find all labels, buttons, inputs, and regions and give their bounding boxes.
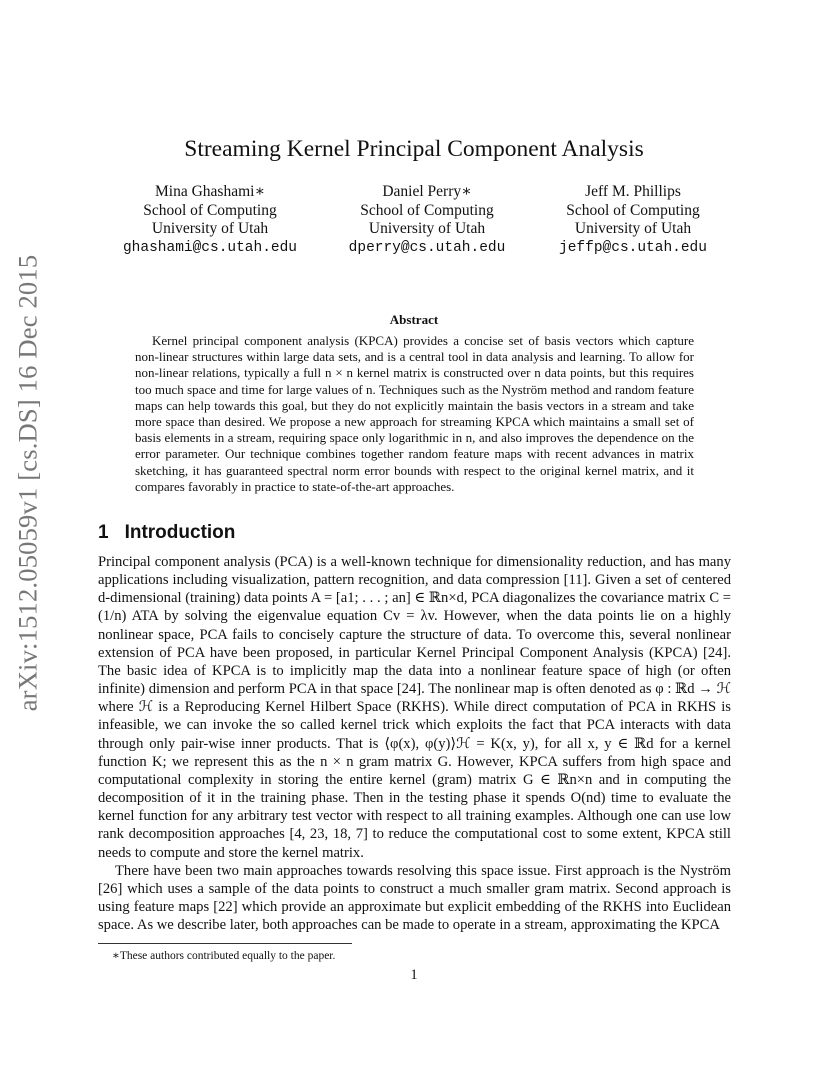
author-email[interactable]: ghashami@cs.utah.edu — [122, 239, 298, 256]
footnote-rule — [98, 943, 352, 944]
paragraph: There have been two main approaches towards resolving this space issue. First approach is the Nyström [26] which uses a sample of the data points to construct a much smaller gram matrix. Second approach is using feature maps [22] which provide an approximate but explicit embedding of the RKHS into Euclidean space. As we describe later, both approaches can be made to operate in a stream, approximating the KPCA — [98, 862, 731, 934]
section-number: 1 — [98, 522, 109, 543]
author-block — [538, 183, 728, 257]
footnote: ∗These authors contributed equally to the paper. — [112, 950, 336, 962]
author-email[interactable]: jeffp@cs.utah.edu — [559, 239, 707, 256]
section-heading — [98, 522, 235, 544]
section-title: Introduction — [124, 522, 236, 543]
author-email[interactable]: dperry@cs.utah.edu — [348, 239, 506, 256]
page-number: 1 — [410, 967, 418, 983]
author-name: Daniel Perry∗ — [382, 183, 472, 200]
author-university: University of Utah — [574, 220, 692, 237]
arxiv-stamp: arXiv:1512.05059v1 [cs.DS] 16 Dec 2015 — [12, 254, 43, 711]
paper-title: Streaming Kernel Principal Component Analysis — [184, 136, 644, 162]
author-affiliation: School of Computing — [566, 201, 700, 219]
abstract-heading: Abstract — [389, 312, 439, 327]
author-name: Mina Ghashami∗ — [155, 183, 265, 200]
paragraph: Principal component analysis (PCA) is a well-known technique for dimensionality reduction, and has many applications including visualization, pattern recognition, and data compression [11]. Given a set of centered d-dimensional (training) data points A = [a1; . . . ; an] ∈ ℝn×d, PCA diagonalizes the covariance matrix C = (1/n) ATA by solving the eigenvalue equation Cv = λv. However, when the data points lie on a highly nonlinear space, PCA fails to concisely capture the structure of data. To overcome this, several nonlinear extension of PCA have been proposed, in particular Kernel Principal Component Analysis (KPCA) [24]. The basic idea of KPCA is to implicitly map the data into a nonlinear feature space of high (or often infinite) dimension and perform PCA in that space [24]. The nonlinear map is often denoted as φ : ℝd → ℋ where ℋ is a Reproducing Kernel Hilbert Space (RKHS). While direct computation of PCA in RKHS is infeasible, we can invoke the so called kernel trick which exploits the fact that PCA interacts with data through only pair-wise inner products. That is ⟨φ(x), φ(y)⟩ℋ = K(x, y), for all x, y ∈ ℝd for a kernel function K; we represent this as the n × n gram matrix G. However, KPCA suffers from high space and computational complexity in storing the entire kernel (gram) matrix G ∈ ℝn×n and in computing the decomposition of it in the training phase. Then in the testing phase it spends O(nd) time to evaluate the kernel function for any arbitrary test vector with respect to all training examples. Although one can use low rank decomposition approaches [4, 23, 18, 7] to reduce the computational cost to some extent, KPCA still needs to compute and store the kernel matrix. — [98, 554, 731, 861]
author-affiliation: School of Computing — [360, 201, 494, 219]
author-name: Jeff M. Phillips — [585, 183, 681, 200]
abstract-text: Kernel principal component analysis (KPCA) provides a concise set of basis vectors which capture non-linear structures within large data sets, and is a central tool in data analysis and learning. To allow for non-linear relations, typically a full n × n kernel matrix is constructed over n data points, but this requires too much space and time for large values of n. Techniques such as the Nyström method and random feature maps can help towards this goal, but they do not explicitly maintain the basis vectors in a stream and take more space than desired. We propose a new approach for streaming KPCA which maintains a small set of basis elements in a stream, requiring space only logarithmic in n, and also improves the dependence on the error parameter. Our technique combines together random feature maps with recent advances in matrix sketching, it has guaranteed spectral norm error bounds with respect to the original kernel matrix, and it compares favorably in practice to state-of-the-art approaches. — [135, 333, 694, 494]
author-university: University of Utah — [368, 220, 486, 237]
body-text — [98, 553, 731, 934]
author-block — [105, 183, 315, 257]
author-university: University of Utah — [151, 220, 269, 237]
author-affiliation: School of Computing — [143, 201, 277, 219]
author-block — [312, 183, 542, 257]
